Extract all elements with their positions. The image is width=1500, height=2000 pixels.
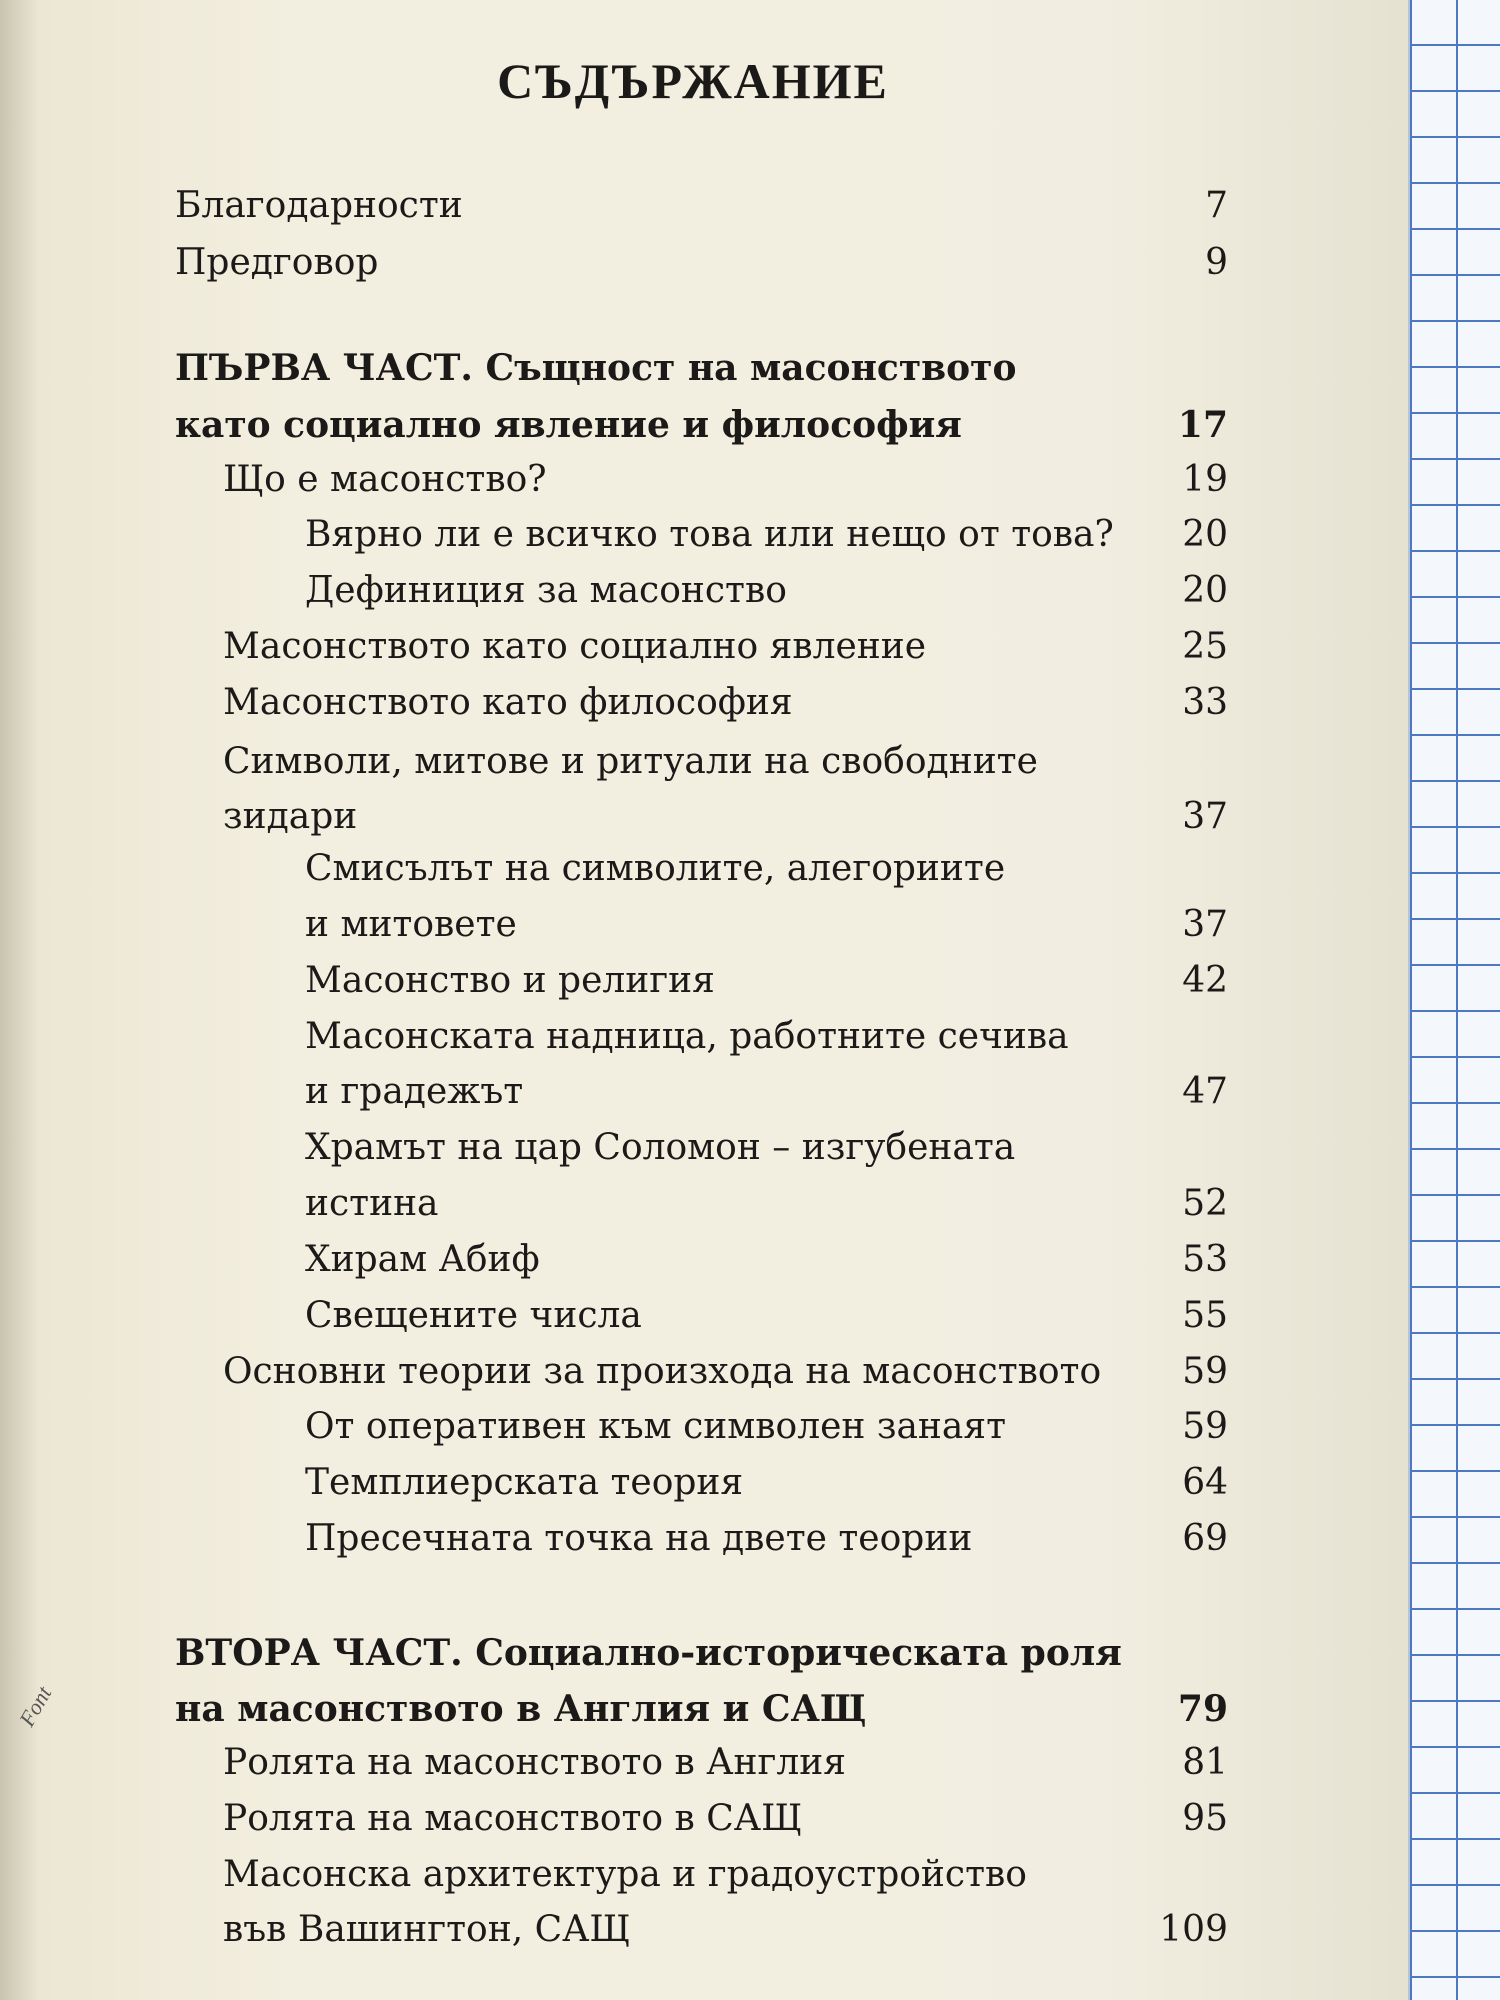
margin-mark: Font (14, 1682, 57, 1731)
toc-entry-text: като социално явление и философия (175, 404, 962, 446)
toc-page-number: 17 (1177, 404, 1228, 446)
toc-entry-text: и градежът (305, 1071, 524, 1112)
toc-page-number: 55 (1182, 1295, 1228, 1336)
toc-entry-text: Пресечната точка на двете теории (305, 1518, 973, 1559)
toc-entry-text: Ролята на масонството в САЩ (223, 1798, 803, 1839)
toc-page-number: 69 (1182, 1518, 1228, 1559)
toc-entry-text: истина (305, 1183, 439, 1224)
toc-page-number: 37 (1182, 796, 1228, 837)
toc-entry-text: Масонска архитектура и градоустройство (223, 1854, 1027, 1895)
toc-page-number: 47 (1182, 1071, 1228, 1112)
toc-page-number: 95 (1182, 1798, 1228, 1839)
toc-page-number: 109 (1159, 1909, 1228, 1950)
toc-page-number: 81 (1182, 1742, 1228, 1783)
toc-entry-text: Вярно ли е всичко това или нещо от това? (305, 514, 1114, 555)
toc-page-number: 19 (1182, 459, 1228, 500)
toc-entry-text: Основни теории за произхода на масонството (223, 1351, 1102, 1392)
toc-entry-text: Що е масонство? (223, 459, 547, 500)
toc-entry-text: Символи, митове и ритуали на свободните (223, 741, 1038, 782)
toc-page-number: 20 (1182, 514, 1228, 555)
toc-page-number: 37 (1182, 904, 1228, 945)
toc-page-number: 59 (1182, 1351, 1228, 1392)
toc-entry-text: на масонството в Англия и САЩ (175, 1688, 867, 1730)
toc-entry-text: Храмът на цар Соломон – изгубената (305, 1127, 1016, 1168)
toc-entry-text: Дефиниция за масонство (305, 570, 787, 611)
toc-entry-text: Масонската надница, работните сечива (305, 1016, 1069, 1057)
toc-page-number: 59 (1182, 1406, 1228, 1447)
toc-entry-text: Свещените числа (305, 1295, 642, 1336)
toc-page-number: 25 (1182, 626, 1228, 667)
toc-entry-text: Благодарности (175, 185, 463, 226)
toc-page-number: 33 (1182, 682, 1228, 723)
toc-entry-text: зидари (223, 796, 358, 837)
toc-page-number: 52 (1182, 1183, 1228, 1224)
toc-entry-text: във Вашингтон, САЩ (223, 1909, 631, 1950)
toc-page-number: 42 (1182, 960, 1228, 1001)
toc-entry-text: ПЪРВА ЧАСТ. Същност на масонството (175, 347, 1017, 389)
grid-paper-background (1408, 0, 1500, 2000)
toc-page-number: 53 (1182, 1239, 1228, 1280)
toc-entry-text: Ролята на масонството в Англия (223, 1742, 846, 1783)
toc-entry-text: Масонството като социално явление (223, 626, 927, 667)
toc-page-number: 64 (1182, 1462, 1228, 1503)
page-title: СЪДЪРЖАНИЕ (497, 53, 889, 109)
toc-page-number: 79 (1177, 1688, 1228, 1730)
toc-entry-text: Масонство и религия (305, 960, 715, 1001)
toc-entry-text: Смисълът на символите, алегориите (305, 848, 1006, 889)
toc-page-number: 20 (1182, 570, 1228, 611)
toc-entry-text: От оперативен към символен занаят (305, 1406, 1007, 1447)
toc-page-number: 9 (1205, 242, 1228, 283)
toc-entry-text: Хирам Абиф (305, 1239, 540, 1280)
toc-entry-text: и митовете (305, 904, 517, 945)
toc-entry-text: ВТОРА ЧАСТ. Социално-историческата роля (175, 1632, 1122, 1674)
toc-entry-text: Масонството като философия (223, 682, 793, 723)
toc-entry-text: Темплиерската теория (305, 1462, 744, 1503)
toc-page-number: 7 (1205, 185, 1228, 226)
toc-entry-text: Предговор (175, 242, 379, 283)
